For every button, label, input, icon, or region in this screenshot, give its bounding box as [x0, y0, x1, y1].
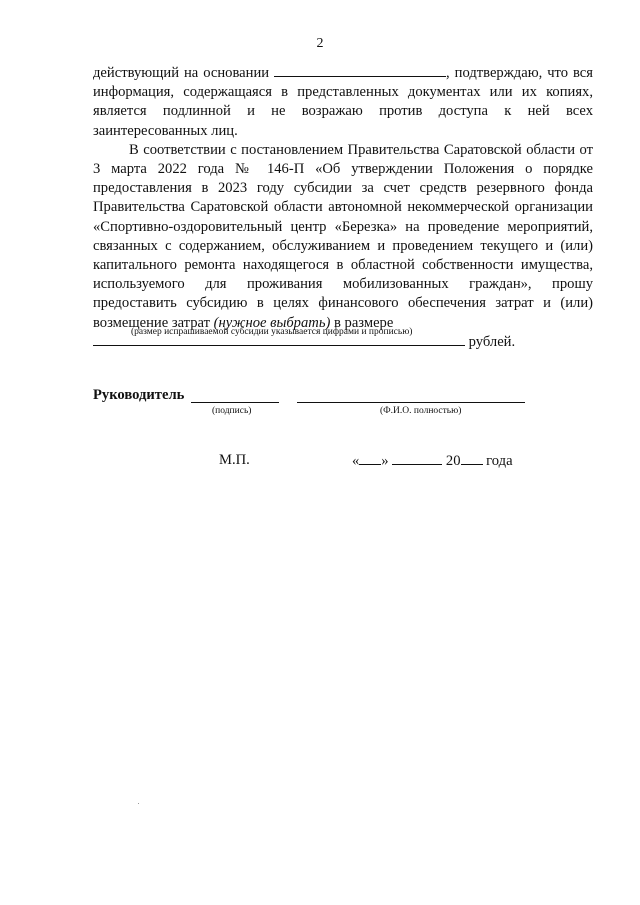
paragraph-confirmation-start: действующий на основании	[93, 65, 275, 81]
page-number: 2	[316, 36, 324, 51]
paragraph-request-text: В соответствии с постановлением Правительства Саратовской области от 3 марта 2022 года № 146-П «Об утверждении Положения о порядке предоставления в 2023 году субсидии за счет средств резервного фонда Правительства Саратовской области автономной некоммерческой организации «Спортивно-оздоровительный центр «Березка» на проведение мероприятий, связанных с содержанием, обслуживанием и проведением текущего и (или) капитального ремонта находящегося в областной собственности имущества, используемого для проживания мобилизованных граждан», прошу предоставить субсидию в целях финансового обеспечения затрат и (или) возмещение затрат	[93, 141, 593, 331]
year-prefix: 20	[445, 453, 461, 469]
paragraph-request-tail: в размере	[330, 314, 394, 331]
year-suffix: года	[482, 453, 513, 469]
date-line	[352, 452, 513, 470]
signature-row	[93, 387, 593, 407]
head-label: Руководитель	[93, 387, 185, 403]
paragraph-confirmation	[93, 64, 593, 141]
quote-close: »	[381, 453, 389, 469]
fullname-blank-field[interactable]	[297, 402, 525, 403]
stamp-place: М.П.	[219, 452, 250, 468]
quote-open: «	[352, 453, 360, 469]
paragraph-confirmation-end: , подтверждаю, что вся информация, содержащаяся в представленных документах или их копиях, является подлинной и не возражаю против доступа к ней всех заинтересованных лиц.	[93, 65, 593, 139]
amount-suffix: рублей.	[465, 333, 516, 350]
day-blank-field[interactable]	[359, 452, 381, 465]
fullname-hint: (Ф.И.О. полностью)	[380, 406, 462, 416]
scan-speck	[138, 803, 139, 804]
choose-note: (нужное выбрать)	[213, 314, 331, 331]
signature-blank-field[interactable]	[191, 402, 279, 403]
basis-blank-field[interactable]	[274, 64, 446, 77]
year-blank-field[interactable]	[461, 452, 483, 465]
paragraph-request	[93, 141, 593, 333]
amount-hint: (размер испрашиваемой субсидии указывается цифрами и прописью)	[131, 327, 413, 337]
document-body	[93, 64, 593, 352]
signature-hint: (подпись)	[212, 406, 252, 416]
month-blank-field[interactable]	[392, 452, 442, 465]
